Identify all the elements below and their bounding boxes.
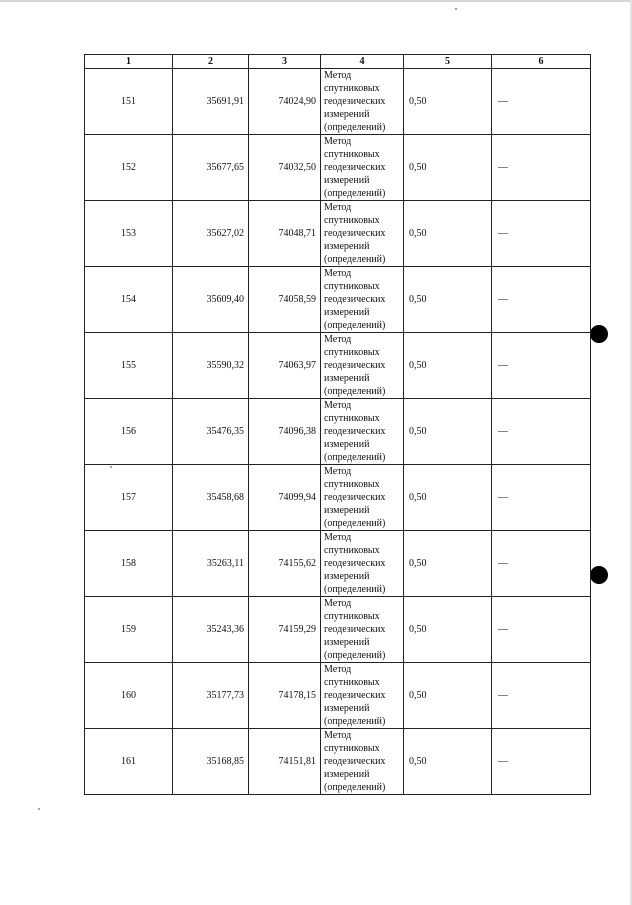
table-row xyxy=(85,69,591,135)
accuracy-cell: 0,50 xyxy=(404,465,492,531)
method-line: (определений) xyxy=(324,650,386,661)
note-cell: — xyxy=(492,531,591,597)
method-cell xyxy=(321,399,404,465)
header-cell-4: 4 xyxy=(321,55,404,69)
point-number-cell: 153 xyxy=(85,201,173,267)
method-cell xyxy=(321,201,404,267)
method-line: (определений) xyxy=(324,782,386,793)
accuracy-cell: 0,50 xyxy=(404,663,492,729)
table-row xyxy=(85,531,591,597)
method-line: Метод xyxy=(324,400,352,411)
method-line: (определений) xyxy=(324,716,386,727)
coordinate-x-cell: 35627,02 xyxy=(173,201,249,267)
method-line: спутниковых xyxy=(324,281,380,292)
coordinate-x-cell: 35263,11 xyxy=(173,531,249,597)
scan-speck xyxy=(38,808,40,810)
point-number-cell: 154 xyxy=(85,267,173,333)
note-cell: — xyxy=(492,465,591,531)
method-cell xyxy=(321,333,404,399)
point-number-cell: 152 xyxy=(85,135,173,201)
coordinate-x-cell: 35590,32 xyxy=(173,333,249,399)
coordinate-y-cell: 74024,90 xyxy=(249,69,321,135)
method-line: спутниковых xyxy=(324,479,380,490)
coordinate-y-cell: 74096,38 xyxy=(249,399,321,465)
accuracy-cell: 0,50 xyxy=(404,267,492,333)
method-line: спутниковых xyxy=(324,545,380,556)
accuracy-cell: 0,50 xyxy=(404,531,492,597)
note-cell: — xyxy=(492,201,591,267)
scan-edge-top xyxy=(0,0,632,2)
accuracy-cell: 0,50 xyxy=(404,729,492,795)
method-line: спутниковых xyxy=(324,413,380,424)
method-line: Метод xyxy=(324,598,352,609)
method-cell xyxy=(321,729,404,795)
note-cell: — xyxy=(492,663,591,729)
method-line: геодезических xyxy=(324,96,386,107)
coordinate-y-cell: 74151,81 xyxy=(249,729,321,795)
coordinate-x-cell: 35243,36 xyxy=(173,597,249,663)
accuracy-cell: 0,50 xyxy=(404,333,492,399)
method-line: (определений) xyxy=(324,386,386,397)
method-line: Метод xyxy=(324,136,352,147)
method-line: (определений) xyxy=(324,188,386,199)
method-cell xyxy=(321,135,404,201)
method-line: измерений xyxy=(324,571,370,582)
method-cell xyxy=(321,69,404,135)
table-row xyxy=(85,201,591,267)
method-line: измерений xyxy=(324,769,370,780)
coordinate-x-cell: 35609,40 xyxy=(173,267,249,333)
method-line: геодезических xyxy=(324,360,386,371)
punch-hole xyxy=(590,566,608,584)
method-line: (определений) xyxy=(324,320,386,331)
method-line: измерений xyxy=(324,307,370,318)
method-line: (определений) xyxy=(324,122,386,133)
method-line: Метод xyxy=(324,70,352,81)
method-line: геодезических xyxy=(324,426,386,437)
point-number-cell: 157 xyxy=(85,465,173,531)
header-cell-5: 5 xyxy=(404,55,492,69)
note-cell: — xyxy=(492,267,591,333)
coordinate-y-cell: 74058,59 xyxy=(249,267,321,333)
header-cell-1: 1 xyxy=(85,55,173,69)
header-cell-3: 3 xyxy=(249,55,321,69)
method-line: (определений) xyxy=(324,584,386,595)
table-row xyxy=(85,333,591,399)
method-line: спутниковых xyxy=(324,743,380,754)
table-row xyxy=(85,663,591,729)
header-cell-6: 6 xyxy=(492,55,591,69)
method-line: спутниковых xyxy=(324,677,380,688)
header-cell-2: 2 xyxy=(173,55,249,69)
method-line: измерений xyxy=(324,703,370,714)
method-line: измерений xyxy=(324,175,370,186)
note-cell: — xyxy=(492,399,591,465)
point-number-cell: 158 xyxy=(85,531,173,597)
method-line: (определений) xyxy=(324,452,386,463)
coordinate-x-cell: 35677,65 xyxy=(173,135,249,201)
method-line: геодезических xyxy=(324,624,386,635)
method-line: Метод xyxy=(324,334,352,345)
method-line: геодезических xyxy=(324,162,386,173)
method-line: спутниковых xyxy=(324,611,380,622)
coordinate-x-cell: 35458,68 xyxy=(173,465,249,531)
point-number-cell: 159 xyxy=(85,597,173,663)
coordinate-y-cell: 74063,97 xyxy=(249,333,321,399)
table-body xyxy=(85,69,591,795)
method-line: спутниковых xyxy=(324,347,380,358)
method-line: Метод xyxy=(324,664,352,675)
method-cell xyxy=(321,267,404,333)
punch-hole xyxy=(590,325,608,343)
method-line: измерений xyxy=(324,439,370,450)
accuracy-cell: 0,50 xyxy=(404,69,492,135)
method-line: (определений) xyxy=(324,518,386,529)
coordinate-y-cell: 74048,71 xyxy=(249,201,321,267)
note-cell: — xyxy=(492,135,591,201)
table-row xyxy=(85,267,591,333)
coordinate-y-cell: 74178,15 xyxy=(249,663,321,729)
point-number-cell: 156 xyxy=(85,399,173,465)
coordinate-x-cell: 35168,85 xyxy=(173,729,249,795)
coordinate-x-cell: 35691,91 xyxy=(173,69,249,135)
method-line: Метод xyxy=(324,268,352,279)
scan-speck xyxy=(455,8,457,10)
table-row xyxy=(85,729,591,795)
method-line: Метод xyxy=(324,466,352,477)
method-line: Метод xyxy=(324,532,352,543)
point-number-cell: 160 xyxy=(85,663,173,729)
table-row xyxy=(85,597,591,663)
method-line: геодезических xyxy=(324,492,386,503)
point-number-cell: 161 xyxy=(85,729,173,795)
method-line: измерений xyxy=(324,241,370,252)
method-line: (определений) xyxy=(324,254,386,265)
accuracy-cell: 0,50 xyxy=(404,201,492,267)
table-row xyxy=(85,465,591,531)
method-line: спутниковых xyxy=(324,83,380,94)
method-line: измерений xyxy=(324,373,370,384)
method-line: измерений xyxy=(324,637,370,648)
point-number-cell: 151 xyxy=(85,69,173,135)
note-cell: — xyxy=(492,729,591,795)
method-line: геодезических xyxy=(324,294,386,305)
method-cell xyxy=(321,465,404,531)
accuracy-cell: 0,50 xyxy=(404,135,492,201)
note-cell: — xyxy=(492,597,591,663)
coordinate-x-cell: 35476,35 xyxy=(173,399,249,465)
header-row xyxy=(85,55,591,69)
method-cell xyxy=(321,597,404,663)
note-cell: — xyxy=(492,69,591,135)
coordinate-y-cell: 74159,29 xyxy=(249,597,321,663)
accuracy-cell: 0,50 xyxy=(404,399,492,465)
table-header xyxy=(85,55,591,69)
method-line: Метод xyxy=(324,730,352,741)
method-line: спутниковых xyxy=(324,149,380,160)
method-line: геодезических xyxy=(324,690,386,701)
accuracy-cell: 0,50 xyxy=(404,597,492,663)
method-line: измерений xyxy=(324,109,370,120)
method-line: измерений xyxy=(324,505,370,516)
method-cell xyxy=(321,663,404,729)
point-number-cell: 155 xyxy=(85,333,173,399)
coordinate-x-cell: 35177,73 xyxy=(173,663,249,729)
coordinate-y-cell: 74099,94 xyxy=(249,465,321,531)
coordinate-y-cell: 74032,50 xyxy=(249,135,321,201)
table-row xyxy=(85,399,591,465)
method-line: спутниковых xyxy=(324,215,380,226)
method-cell xyxy=(321,531,404,597)
method-line: геодезических xyxy=(324,558,386,569)
method-line: геодезических xyxy=(324,756,386,767)
table-row xyxy=(85,135,591,201)
note-cell: — xyxy=(492,333,591,399)
method-line: геодезических xyxy=(324,228,386,239)
coordinates-table xyxy=(84,54,591,795)
method-line: Метод xyxy=(324,202,352,213)
coordinate-y-cell: 74155,62 xyxy=(249,531,321,597)
